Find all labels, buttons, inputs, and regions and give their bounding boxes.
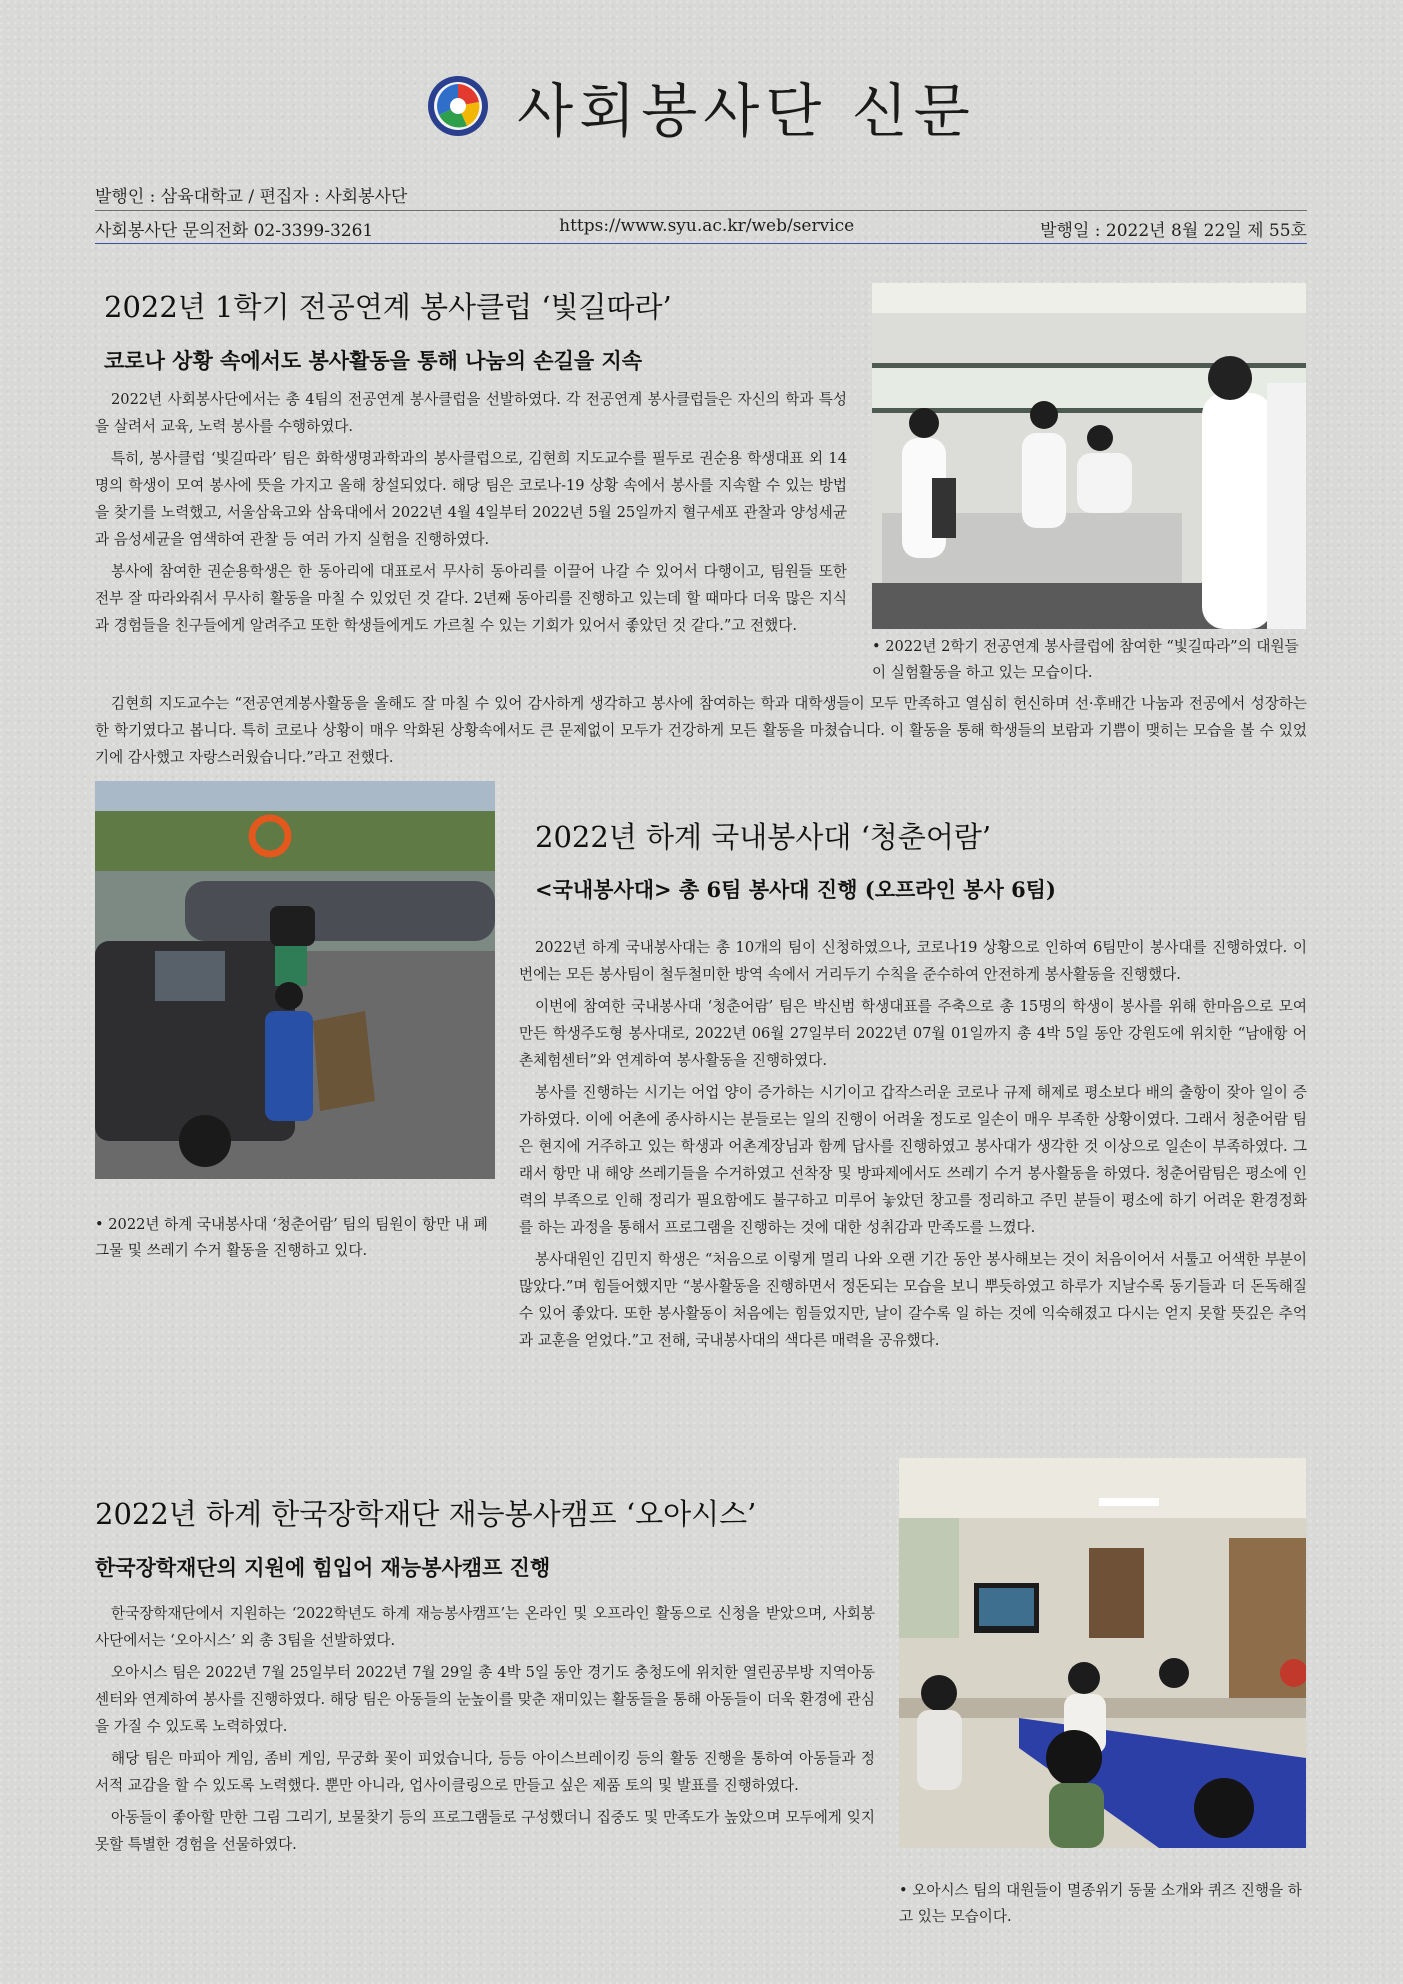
article3-paragraph: 아동들이 좋아할 만한 그림 그리기, 보물찾기 등의 프로그램들로 구성했더니 집중도 및 만족도가 높았으며 모두에게 잊지 못할 특별한 경험을 선물하였다.	[95, 1809, 875, 1853]
header-divider-blue	[95, 243, 1307, 244]
article1-headline: 2022년 1학기 전공연계 봉사클럽 ‘빛길따라’	[104, 290, 672, 324]
article1-paragraph: 2022년 사회봉사단에서는 총 4팀의 전공연계 봉사클럽을 선발하였다. 각 전공연계 봉사클럽들은 자신의 학과 특성을 살려서 교육, 노력 봉사를 수행하였다.	[95, 391, 847, 435]
harbor-photo	[95, 781, 495, 1179]
article3-paragraph: 해당 팀은 마피아 게임, 좀비 게임, 무궁화 꽃이 피었습니다, 등등 아이스브레이킹 등의 활동 진행을 통하여 아동들과 정서적 교감을 할 수 있도록 노력했다. 뿐만 아니라, 업사이클링으로 만들고 싶은 제품 토의 및 발표를 진행하였다.	[95, 1750, 875, 1794]
classroom-photo	[899, 1458, 1306, 1848]
article1-caption: • 2022년 2학기 전공연계 봉사클럽에 참여한 “빛길따라”의 대원들이 실험활동을 하고 있는 모습이다.	[872, 638, 1299, 681]
seal-logo-icon	[427, 75, 489, 137]
article1-paragraph: 특히, 봉사클럽 ‘빛길따라’ 팀은 화학생명과학과의 봉사클럽으로, 김현희 지도교수를 필두로 권순용 학생대표 외 14명의 학생이 모여 봉사에 뜻을 가지고 올해 창설되었다. 해당 팀은 코로나-19 상황 속에서 봉사를 지속할 수 있는 방법을 찾기를 노력했고, 서울삼육고와 삼육대에서 2022년 4월 4일부터 2022년 5월 25일까지 혈구세포 관찰과 양성세균과 음성세균을 염색하여 관찰 등 여러 가지 실험을 진행하였다.	[95, 450, 847, 548]
publisher-line: 발행인 : 삼육대학교 / 편집자 : 사회봉사단	[95, 187, 408, 207]
issue-date: 발행일 : 2022년 8월 22일 제 55호	[1040, 221, 1307, 241]
article1-closing	[95, 690, 1307, 776]
article2-body	[519, 934, 1307, 1359]
article2-caption: • 2022년 하계 국내봉사대 ‘청춘어람’ 팀의 팀원이 항만 내 폐그물 및 쓰레기 수거 활동을 진행하고 있다.	[95, 1216, 488, 1259]
masthead	[0, 66, 1403, 146]
article2-subhead: <국내봉사대> 총 6팀 봉사대 진행 (오프라인 봉사 6팀)	[535, 877, 1056, 902]
article3-headline: 2022년 하계 한국장학재단 재능봉사캠프 ‘오아시스’	[95, 1497, 757, 1531]
article2-paragraph: 이번에 참여한 국내봉사대 ‘청춘어람’ 팀은 박신범 학생대표를 주축으로 총 15명의 학생이 봉사를 위해 한마음으로 모여 만든 학생주도형 봉사대로, 2022년 06월 27일부터 2022년 07월 01일까지 총 4박 5일 동안 강원도에 위치한 “남애항 어촌체험센터”와 연계하여 봉사활동을 진행하였다.	[519, 998, 1307, 1069]
article1-paragraph: 봉사에 참여한 권순용학생은 한 동아리에 대표로서 무사히 동아리를 이끌어 나갈 수 있어서 다행이고, 팀원들 또한 전부 잘 따라와줘서 무사히 활동을 마칠 수 있었던 것 같다. 2년째 동아리를 진행하고 있는데 할 때마다 더욱 많은 지식과 경험들을 친구들에게 알려주고 또한 학생들에게도 가르칠 수 있는 기회가 있어서 좋았던 것 같다.”고 전했다.	[95, 563, 847, 634]
article1-body	[95, 386, 847, 644]
lab-photo	[872, 283, 1306, 629]
article2-paragraph: 봉사대원인 김민지 학생은 “처음으로 이렇게 멀리 나와 오랜 기간 동안 봉사해보는 것이 처음이어서 서툴고 어색한 부분이 많았다.”며 힘들어했지만 “봉사활동을 진행하면서 정돈되는 모습을 보니 뿌듯하였고 하루가 지날수록 동기들과 더 돈독해질 수 있어 좋았다. 또한 봉사활동이 처음에는 힘들었지만, 날이 갈수록 일 하는 것에 익숙해졌고 다시는 얻지 못할 뜻깊은 추억과 교훈을 얻었다.”고 전해, 국내봉사대의 색다른 매력을 공유했다.	[519, 1251, 1307, 1349]
article1-subhead: 코로나 상황 속에서도 봉사활동을 통해 나눔의 손길을 지속	[104, 348, 643, 373]
contact-phone: 사회봉사단 문의전화 02-3399-3261	[95, 221, 374, 241]
header-divider	[95, 210, 1307, 211]
article3-paragraph: 한국장학재단에서 지원하는 ‘2022학년도 하계 재능봉사캠프’는 온라인 및 오프라인 활동으로 신청을 받았으며, 사회봉사단에서는 ‘오아시스’ 외 총 3팀을 선발하였다.	[95, 1605, 875, 1649]
website-link[interactable]: https://www.syu.ac.kr/web/service	[559, 216, 855, 236]
article3-paragraph: 오아시스 팀은 2022년 7월 25일부터 2022년 7월 29일 총 4박 5일 동안 경기도 충청도에 위치한 열린공부방 지역아동센터와 연계하여 봉사를 진행하였다. 해당 팀은 아동들의 눈높이를 맞춘 재미있는 활동들을 통해 아동들이 더욱 환경에 관심을 가질 수 있도록 노력하였다.	[95, 1664, 875, 1735]
article2-paragraph: 2022년 하계 국내봉사대는 총 10개의 팀이 신청하였으나, 코로나19 상황으로 인하여 6팀만이 봉사대를 진행하였다. 이번에는 모든 봉사팀이 철두철미한 방역 속에서 거리두기 수칙을 준수하여 안전하게 봉사활동을 진행했다.	[519, 939, 1307, 983]
article3-caption: • 오아시스 팀의 대원들이 멸종위기 동물 소개와 퀴즈 진행을 하고 있는 모습이다.	[899, 1882, 1302, 1925]
info-row	[95, 216, 1307, 241]
article3-body	[95, 1600, 875, 1863]
article3-subhead: 한국장학재단의 지원에 힘입어 재능봉사캠프 진행	[95, 1555, 551, 1580]
article2-paragraph: 봉사를 진행하는 시기는 어업 양이 증가하는 시기이고 갑작스러운 코로나 규제 해제로 평소보다 배의 출항이 잦아 일이 증가하였다. 이에 어촌에 종사하시는 분들로는 일의 진행이 어려울 정도로 일손이 매우 부족한 상황이였다. 그래서 청춘어람 팀은 현지에 거주하고 있는 학생과 어촌계장님과 함께 답사를 진행하였고 봉사대가 생각한 것 이상으로 일손이 부족하였다. 그래서 항만 내 해양 쓰레기들을 수거하였고 선착장 및 방파제에서도 쓰레기 수거 봉사활동을 하였다. 청춘어람팀은 평소에 인력의 부족으로 인해 정리가 필요함에도 불구하고 미루어 놓았던 창고를 정리하고 주민 분들이 평소에 하기 어려운 환경정화를 하는 과정을 통해서 프로그램을 진행하는 것에 대한 성취감과 만족도를 느꼈다.	[519, 1084, 1307, 1236]
article1-closing-paragraph: 김현희 지도교수는 “전공연계봉사활동을 올해도 잘 마칠 수 있어 감사하게 생각하고 봉사에 참여하는 학과 대학생들이 모두 만족하고 열심히 헌신하며 선·후배간 나눔과 전공에서 성장하는 한 학기였다고 봅니다. 특히 코로나 상황이 매우 악화된 상황속에서도 큰 문제없이 모두가 건강하게 모든 활동을 마쳤습니다. 이 활동을 통해 학생들의 보람과 기쁨이 맺히는 모습을 볼 수 있었기에 감사했고 자랑스러웠습니다.”라고 전했다.	[95, 695, 1307, 766]
newspaper-title: 사회봉사단 신문	[517, 77, 976, 145]
article2-headline: 2022년 하계 국내봉사대 ‘청춘어람’	[535, 820, 992, 854]
